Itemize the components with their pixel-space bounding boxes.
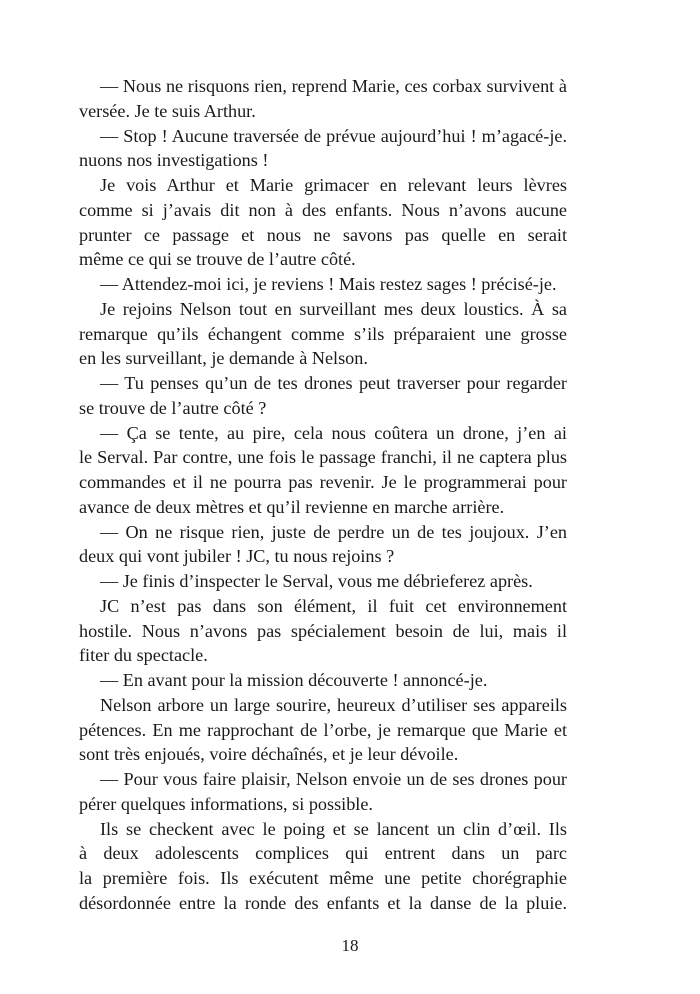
text-line: — Tu penses qu’un de tes drones peut traverser pour regarder	[100, 373, 567, 393]
paragraph	[79, 594, 567, 668]
text-line: — Nous ne risquons rien, reprend Marie, ces corbax survivent à	[100, 76, 567, 96]
paragraph	[79, 569, 567, 594]
text-line: Nelson arbore un large sourire, heureux d’utiliser ses appareils	[100, 694, 567, 715]
paragraph	[79, 693, 567, 767]
text-line: — En avant pour la mission découverte ! annoncé-je.	[100, 670, 488, 690]
text-line: sont très enjoués, voire déchaînés, et je leur dévoile.	[79, 744, 459, 765]
text-line: comme si j’avais dit non à des enfants. Nous n’avons aucune	[79, 199, 567, 220]
paragraph	[79, 767, 567, 817]
text-line: — Attendez-moi ici, je reviens ! Mais restez sages ! précisé-je.	[100, 274, 557, 294]
text-line: la première fois. Ils exécutent même une petite chorégraphie	[79, 868, 567, 888]
paragraph	[79, 371, 567, 421]
text-line: à deux adolescents complices qui entrent dans un parc	[79, 843, 567, 864]
text-line: hostile. Nous n’avons pas spécialement besoin de lui, mais il	[79, 620, 567, 641]
text-line: deux qui vont jubiler ! JC, tu nous rejoins ?	[79, 546, 395, 567]
paragraph	[79, 421, 567, 520]
text-line: même ce qui se trouve de l’autre côté.	[79, 249, 356, 270]
text-line: JC n’est pas dans son élément, il fuit cet environnement	[100, 595, 567, 616]
text-line: se trouve de l’autre côté ?	[79, 397, 267, 418]
text-line: versée. Je te suis Arthur.	[79, 100, 256, 121]
text-line: — Pour vous faire plaisir, Nelson envoie un de ses drones pour	[100, 769, 567, 789]
text-line: pérer quelques informations, si possible.	[79, 793, 373, 814]
text-line: Je vois Arthur et Marie grimacer en relevant leurs lèvres	[100, 175, 567, 195]
text-line: Ils se checkent avec le poing et se lancent un clin d’œil. Ils	[100, 818, 567, 839]
paragraph	[79, 668, 567, 693]
body-text	[79, 74, 567, 916]
text-line: — Stop ! Aucune traversée de prévue aujourd’hui ! m’agacé-je.	[100, 125, 567, 146]
paragraph	[79, 124, 567, 174]
text-line: Je rejoins Nelson tout en surveillant mes deux loustics. À sa	[100, 298, 567, 319]
text-line: — On ne risque rien, juste de perdre un de tes joujoux. J’en	[100, 521, 567, 542]
paragraph	[79, 272, 567, 297]
paragraph	[79, 173, 567, 272]
text-line: — Je finis d’inspecter le Serval, vous me débrieferez après.	[100, 571, 533, 591]
text-line: avance de deux mètres et qu’il revienne en marche arrière.	[79, 496, 505, 517]
paragraph	[79, 74, 567, 124]
paragraph	[79, 520, 567, 570]
text-line: en les surveillant, je demande à Nelson.	[79, 348, 368, 369]
paragraph	[79, 817, 567, 916]
text-line: pétences. En me rapprochant de l’orbe, je remarque que Marie et	[79, 719, 567, 740]
text-line: désordonnée entre la ronde des enfants et la danse de la pluie.	[79, 892, 567, 913]
page-number: 18	[341, 936, 359, 955]
text-line: — Ça se tente, au pire, cela nous coûtera un drone, j’en ai	[100, 422, 567, 443]
text-line: remarque qu’ils échangent comme s’ils préparaient une grosse	[79, 323, 567, 344]
text-line: commandes et il ne pourra pas revenir. Je le programmerai pour	[79, 472, 567, 492]
text-line: fiter du spectacle.	[79, 645, 208, 666]
paragraph	[79, 297, 567, 371]
text-line: le Serval. Par contre, une fois le passage franchi, il ne captera plus	[79, 447, 567, 468]
text-line: nuons nos investigations !	[79, 150, 269, 171]
text-line: prunter ce passage et nous ne savons pas quelle en serait	[79, 224, 567, 245]
